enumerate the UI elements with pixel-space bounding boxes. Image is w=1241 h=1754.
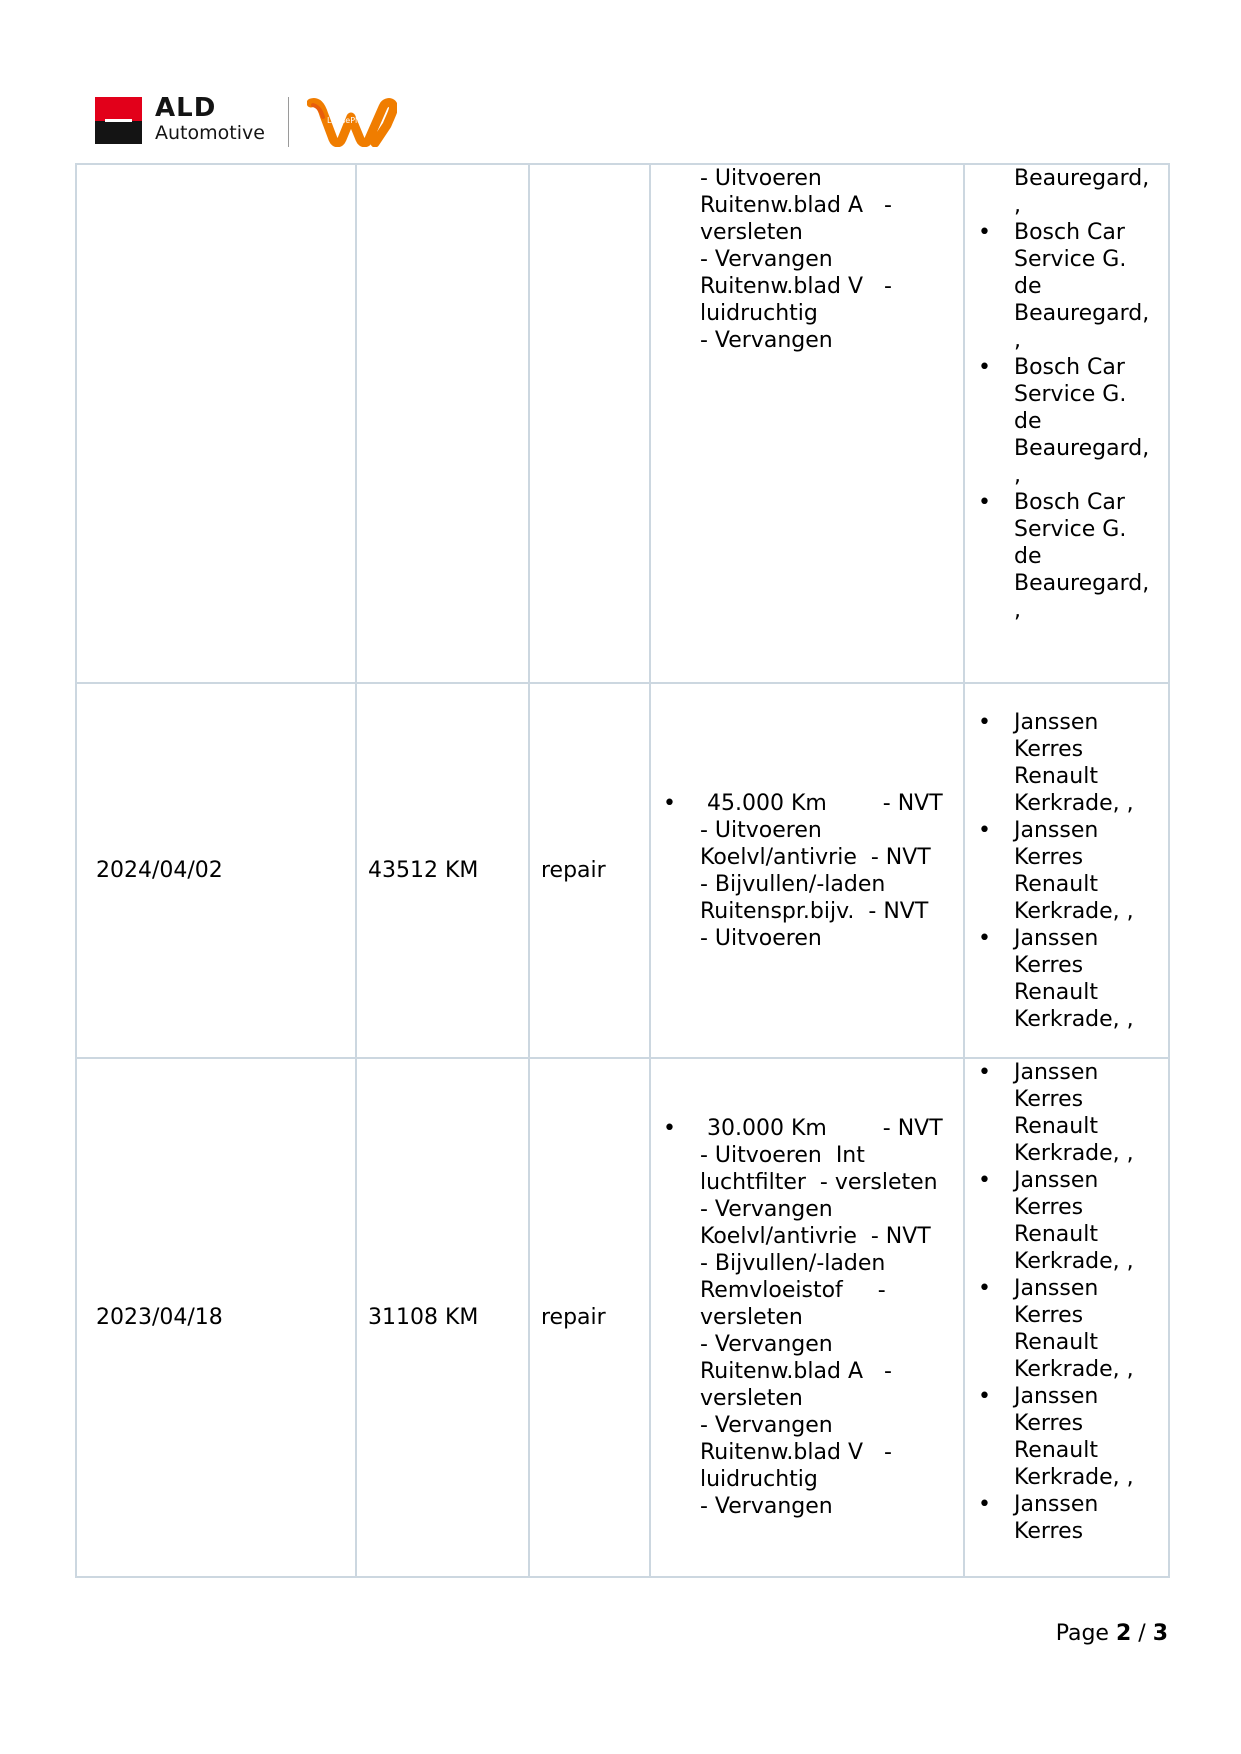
workshop-line: Janssen — [1014, 1384, 1099, 1409]
description-line: - Uitvoeren — [700, 817, 822, 843]
workshop-line: Janssen — [1014, 709, 1099, 735]
table-row — [76, 1058, 1169, 1577]
workshop-line: Beauregard, — [1014, 571, 1150, 596]
workshop-line: Janssen — [1014, 817, 1099, 843]
bullet-icon: • — [978, 817, 991, 843]
description-cell — [650, 164, 964, 683]
service-date-cell — [76, 164, 356, 683]
workshop-line: Renault — [1014, 979, 1098, 1005]
workshop-line: de — [1014, 544, 1042, 569]
service-date-cell — [76, 1058, 356, 1577]
workshop-line: Renault — [1014, 1438, 1098, 1463]
workshop-line: , — [1014, 598, 1021, 623]
bullet-icon: • — [978, 1492, 991, 1517]
workshop-line: Janssen — [1014, 1492, 1099, 1517]
workshop-item — [978, 1167, 1164, 1275]
workshop-line: Janssen — [1014, 1060, 1099, 1085]
bullet-icon: • — [978, 1276, 991, 1301]
table-body — [76, 164, 1169, 1577]
workshop-line: de — [1014, 274, 1042, 299]
workshop-item — [978, 817, 1164, 925]
workshop-line: Kerkrade, , — [1014, 790, 1134, 816]
service-date: 2023/04/18 — [96, 1305, 223, 1330]
description-line: 45.000 Km - NVT — [700, 790, 943, 816]
workshop-cell — [964, 683, 1169, 1058]
description-line: - Vervangen — [700, 1197, 833, 1222]
workshop-line: Kerres — [1014, 1303, 1084, 1328]
workshop-line: Renault — [1014, 871, 1098, 897]
workshop-line: Kerkrade, , — [1014, 898, 1134, 924]
odometer: 43512 KM — [368, 858, 479, 883]
workshop-line: Renault — [1014, 1114, 1098, 1139]
bullet-icon: • — [978, 1060, 991, 1085]
workshop-line: Kerres — [1014, 844, 1084, 870]
ald-logo-icon — [95, 97, 142, 144]
description-line: Ruitenw.blad A - — [700, 193, 892, 218]
workshop-line: Renault — [1014, 1330, 1098, 1355]
description-line: Koelvl/antivrie - NVT — [700, 844, 931, 870]
workshop-line: Kerkrade, , — [1014, 1006, 1134, 1032]
page-separator: / — [1138, 1621, 1146, 1646]
workshop-line: , — [1014, 328, 1021, 353]
workshop-line: Janssen — [1014, 925, 1099, 951]
workshop-list — [965, 709, 1168, 1033]
description-line: 30.000 Km - NVT — [700, 1116, 943, 1141]
odometer-cell — [356, 1058, 529, 1577]
workshop-item — [978, 1059, 1164, 1167]
bullet-icon: • — [978, 490, 991, 515]
workshop-line: Bosch Car — [1014, 490, 1125, 515]
bullet-icon: • — [978, 220, 991, 245]
service-description — [651, 790, 963, 952]
workshop-line: Kerkrade, , — [1014, 1465, 1134, 1490]
current-page: 2 — [1115, 1621, 1132, 1646]
description-line: - Uitvoeren Int — [700, 1143, 865, 1168]
service-type-cell — [529, 164, 650, 683]
bullet-icon: • — [978, 355, 991, 380]
description-line: luidruchtig — [700, 1467, 818, 1492]
description-line: - Vervangen — [700, 328, 833, 353]
description-line: - Vervangen — [700, 1413, 833, 1438]
workshop-line: Janssen — [1014, 1276, 1099, 1301]
workshop-line: Kerres — [1014, 952, 1084, 978]
total-pages: 3 — [1152, 1621, 1168, 1646]
workshop-line: Service G. — [1014, 247, 1127, 272]
workshop-line: Service G. — [1014, 517, 1127, 542]
service-date-cell — [76, 683, 356, 1058]
workshop-cell — [964, 164, 1169, 683]
description-line: luidruchtig — [700, 301, 818, 326]
description-line: - Vervangen — [700, 1332, 833, 1357]
workshop-line: Kerkrade, , — [1014, 1357, 1134, 1382]
workshop-list — [965, 1059, 1168, 1545]
workshop-line: Kerres — [1014, 1519, 1084, 1544]
description-line: Ruitenw.blad V - — [700, 1440, 892, 1465]
page-label: Page — [1055, 1621, 1109, 1646]
workshop-item — [978, 1275, 1164, 1383]
workshop-line: Bosch Car — [1014, 355, 1125, 380]
table-row — [76, 164, 1169, 683]
workshop-line: Renault — [1014, 763, 1098, 789]
workshop-item — [978, 925, 1164, 1033]
bullet-icon: • — [978, 925, 991, 951]
description-line: Koelvl/antivrie - NVT — [700, 1224, 931, 1249]
workshop-continuation — [1014, 165, 1164, 219]
workshop-line: , — [1014, 193, 1021, 218]
description-cell — [650, 683, 964, 1058]
workshop-line: Janssen — [1014, 1168, 1099, 1193]
description-line: versleten — [700, 1386, 803, 1411]
maintenance-history-table — [75, 163, 1170, 1578]
description-line: luchtfilter - versleten — [700, 1170, 938, 1195]
description-line: - Bijvullen/-laden — [700, 871, 886, 897]
description-line: Ruitenspr.bijv. - NVT — [700, 898, 929, 924]
leaseplan-label: LeasePlan — [327, 116, 368, 125]
bullet-icon: • — [978, 1168, 991, 1193]
workshop-item — [978, 489, 1164, 624]
workshop-line: Kerres — [1014, 1195, 1084, 1220]
logo-divider — [288, 97, 289, 147]
service-date: 2024/04/02 — [96, 858, 223, 883]
workshop-item — [978, 219, 1164, 354]
workshop-line: Kerres — [1014, 1411, 1084, 1436]
ald-wordmark — [155, 95, 265, 145]
description-line: Remvloeistof - — [700, 1278, 886, 1303]
ald-subtitle: Automotive — [155, 122, 265, 144]
workshop-line: Beauregard, — [1014, 436, 1150, 461]
workshop-line: Kerres — [1014, 1087, 1084, 1112]
odometer-cell — [356, 683, 529, 1058]
workshop-line: Kerkrade, , — [1014, 1249, 1134, 1274]
workshop-line: Bosch Car — [1014, 220, 1125, 245]
service-type: repair — [541, 858, 606, 883]
workshop-line: Renault — [1014, 1222, 1098, 1247]
description-line: Ruitenw.blad V - — [700, 274, 892, 299]
workshop-line: Beauregard, — [1014, 166, 1150, 191]
service-description — [651, 1115, 963, 1520]
bullet-icon: • — [663, 790, 676, 816]
workshop-line: Kerres — [1014, 736, 1084, 762]
workshop-cell — [964, 1058, 1169, 1577]
service-type-cell — [529, 1058, 650, 1577]
workshop-line: Service G. — [1014, 382, 1127, 407]
description-line: - Vervangen — [700, 247, 833, 272]
workshop-line: de — [1014, 409, 1042, 434]
odometer-cell — [356, 164, 529, 683]
odometer: 31108 KM — [368, 1305, 479, 1330]
workshop-item — [978, 354, 1164, 489]
bullet-icon: • — [978, 1384, 991, 1409]
description-line: versleten — [700, 1305, 803, 1330]
bullet-icon: • — [663, 1116, 676, 1141]
description-line: Ruitenw.blad A - — [700, 1359, 892, 1384]
workshop-item — [978, 1491, 1164, 1545]
description-line: - Uitvoeren — [700, 925, 822, 951]
workshop-line: Kerkrade, , — [1014, 1141, 1134, 1166]
description-line: versleten — [700, 220, 803, 245]
description-cell — [650, 1058, 964, 1577]
service-type: repair — [541, 1305, 606, 1330]
workshop-line: Beauregard, — [1014, 301, 1150, 326]
description-line: - Vervangen — [700, 1494, 833, 1519]
description-line: - Bijvullen/-laden — [700, 1251, 886, 1276]
workshop-item — [978, 1383, 1164, 1491]
page-number — [1056, 1619, 1168, 1649]
bullet-icon: • — [978, 709, 991, 735]
workshop-line: , — [1014, 463, 1021, 488]
service-type-cell — [529, 683, 650, 1058]
description-line: - Uitvoeren — [700, 166, 822, 191]
leaseplan-logo-icon — [307, 95, 397, 147]
ald-title: ALD — [155, 93, 217, 123]
table-row — [76, 683, 1169, 1058]
workshop-list — [965, 165, 1168, 624]
workshop-item — [978, 709, 1164, 817]
service-description — [651, 165, 963, 354]
header-logos — [95, 95, 415, 151]
